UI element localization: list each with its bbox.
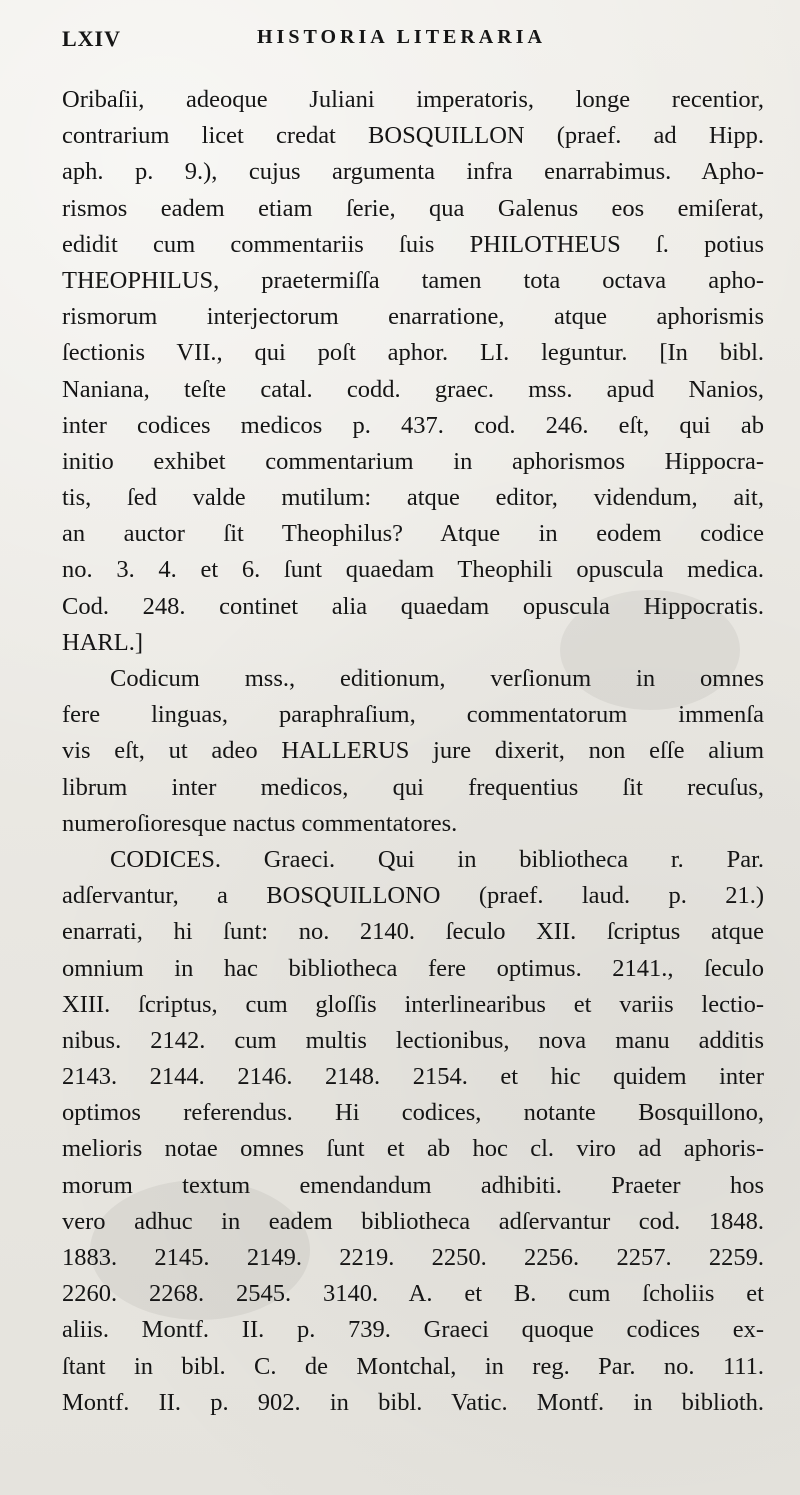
text-line: initio exhibet commentarium in aphorismos Hippocra- [62, 447, 764, 475]
text-line: 1883. 2145. 2149. 2219. 2250. 2256. 2257. 2259. [62, 1244, 764, 1271]
page-number: LXIV [62, 26, 122, 51]
text-line: numeroſioresque nactus commentatores. [62, 809, 458, 837]
text-line: 2260. 2268. 2545. 3140. A. et B. cum ſcholiis et [62, 1280, 764, 1308]
text-line: fere linguas, paraphraſium, commentatorum immenſa [62, 701, 764, 729]
text-line: an auctor ſit Theophilus? Atque in eodem codice [62, 520, 764, 548]
text-line: 2143. 2144. 2146. 2148. 2154. et hic quidem inter [62, 1063, 764, 1091]
text-line: inter codices medicos p. 437. cod. 246. eſt, qui ab [62, 411, 764, 439]
text-line: Codicum mss., editionum, verſionum in omnes [110, 665, 764, 692]
text-line: nibus. 2142. cum multis lectionibus, nova manu additis [62, 1026, 764, 1054]
text-line: rismorum interjectorum enarratione, atque aphorismis [62, 303, 764, 331]
text-line: Naniana, teſte catal. codd. graec. mss. apud Nanios, [62, 375, 764, 403]
text-line: edidit cum commentariis ſuis PHILOTHEUS ſ. potius [62, 230, 764, 258]
page-header [62, 26, 762, 56]
text-line: ſectionis VII., qui poſt aphor. LI. leguntur. [In bibl. [62, 339, 764, 367]
text-line: morum textum emendandum adhibiti. Praeter hos [62, 1171, 764, 1199]
text-line: omnium in hac bibliotheca fere optimus. 2141., ſeculo [62, 954, 764, 982]
text-line: no. 3. 4. et 6. ſunt quaedam Theophili opuscula medica. [62, 556, 764, 584]
text-line: Cod. 248. continet alia quaedam opuscula Hippocratis. [62, 592, 764, 620]
text-line: Oribaſii, adeoque Juliani imperatoris, longe recentior, [62, 86, 764, 113]
body-text [62, 82, 764, 1421]
text-line: aliis. Montf. II. p. 739. Graeci quoque codices ex- [62, 1316, 764, 1344]
text-line: vero adhuc in eadem bibliotheca adſervantur cod. 1848. [62, 1207, 764, 1235]
text-line: enarrati, hi ſunt: no. 2140. ſeculo XII. ſcriptus atque [62, 918, 764, 946]
text-line: rismos eadem etiam ſerie, qua Galenus eos emiſerat, [62, 194, 764, 222]
text-line: librum inter medicos, qui frequentius ſit recuſus, [62, 773, 764, 801]
text-line: vis eſt, ut adeo HALLERUS jure dixerit, non eſſe alium [62, 737, 764, 765]
text-line: optimos referendus. Hi codices, notante Bosquillono, [62, 1099, 764, 1127]
text-line: HARL.] [62, 628, 143, 656]
text-line: tis, ſed valde mutilum: atque editor, videndum, ait, [62, 484, 764, 512]
text-line: THEOPHILUS, praetermiſſa tamen tota octava apho- [62, 266, 764, 294]
running-head: HISTORIA LITERARIA [257, 26, 546, 48]
text-line: melioris notae omnes ſunt et ab hoc cl. viro ad aphoris- [62, 1135, 764, 1163]
text-line: XIII. ſcriptus, cum gloſſis interlinearibus et variis lectio- [62, 990, 764, 1018]
text-line: adſervantur, a BOSQUILLONO (praef. laud. p. 21.) [62, 882, 764, 910]
text-line: CODICES. Graeci. Qui in bibliotheca r. Par. [110, 845, 764, 873]
text-line: aph. p. 9.), cujus argumenta infra enarrabimus. Apho- [62, 158, 764, 186]
text-line: contrarium licet credat BOSQUILLON (praef. ad Hipp. [62, 122, 764, 150]
text-line: Montf. II. p. 902. in bibl. Vatic. Montf. in biblioth. [62, 1388, 764, 1416]
text-line: ſtant in bibl. C. de Montchal, in reg. Par. no. 111. [62, 1352, 764, 1380]
